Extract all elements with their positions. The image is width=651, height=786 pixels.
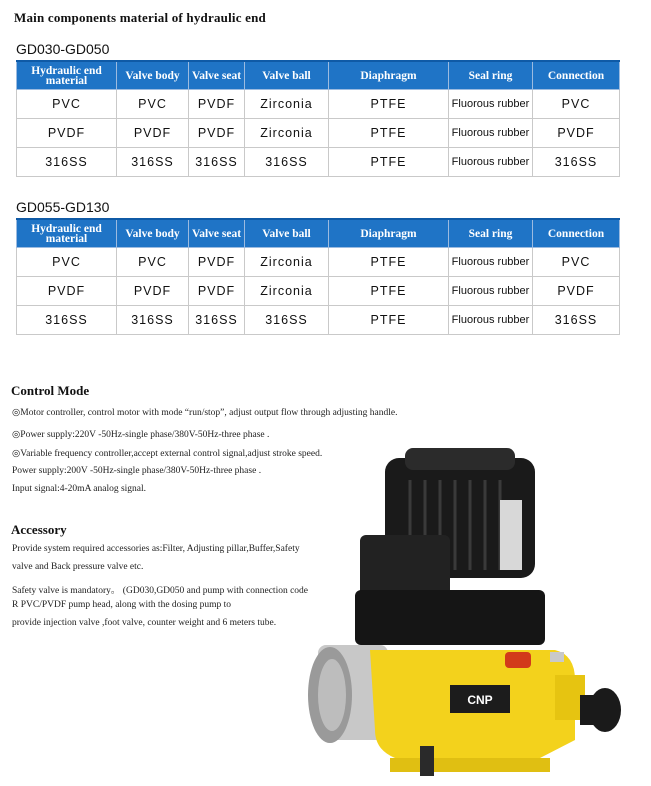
column-header: Diaphragm <box>329 219 449 248</box>
page-title: Main components material of hydraulic end <box>14 10 266 25</box>
table-cell: Fluorous rubber <box>449 248 533 277</box>
table-cell: 316SS <box>189 148 245 177</box>
accessory-line: provide injection valve ,foot valve, counter weight and 6 meters tube. <box>12 618 277 628</box>
column-header: Diaphragm <box>329 61 449 90</box>
table-cell: PVDF <box>17 277 117 306</box>
table-row <box>17 248 620 277</box>
table-cell: 316SS <box>117 306 189 335</box>
column-header: Valve ball <box>245 219 329 248</box>
table-cell: Fluorous rubber <box>449 306 533 335</box>
table-cell: PVDF <box>117 119 189 148</box>
table-cell: 316SS <box>17 148 117 177</box>
table-cell: PVDF <box>117 277 189 306</box>
table-cell: PVDF <box>189 277 245 306</box>
table-cell: PTFE <box>329 248 449 277</box>
column-header: Seal ring <box>449 219 533 248</box>
table-cell: PVC <box>117 248 189 277</box>
accessory-line: Safety valve is mandatory。 (GD030,GD050 and pump with connection code <box>12 586 309 596</box>
table-row <box>17 277 620 306</box>
table-cell: 316SS <box>245 306 329 335</box>
control-line: Input signal:4-20mA analog signal. <box>12 484 147 494</box>
table-cell: Zirconia <box>245 90 329 119</box>
column-header: Hydraulic end material <box>17 219 117 248</box>
table-cell: PTFE <box>329 119 449 148</box>
column-header: Valve body <box>117 61 189 90</box>
control-line: ◎Motor controller, control motor with mode “run/stop”, adjust output flow through adjusting handle. <box>12 408 398 418</box>
table-header-row <box>17 61 620 90</box>
table-cell: PTFE <box>329 90 449 119</box>
table-cell: 316SS <box>245 148 329 177</box>
table-cell: PVDF <box>533 119 620 148</box>
table-header-row <box>17 219 620 248</box>
table-cell: PVDF <box>189 119 245 148</box>
table-cell: Zirconia <box>245 248 329 277</box>
table-cell: 316SS <box>17 306 117 335</box>
table-cell: Fluorous rubber <box>449 277 533 306</box>
table2-model-title: GD055-GD130 <box>16 199 110 215</box>
table-cell: PTFE <box>329 277 449 306</box>
table-cell: PTFE <box>329 148 449 177</box>
table-cell: 316SS <box>117 148 189 177</box>
table-cell: 316SS <box>189 306 245 335</box>
materials-table-2 <box>16 218 620 335</box>
table-cell: PVDF <box>189 248 245 277</box>
control-line: ◎Variable frequency controller,accept external control signal,adjust stroke speed. <box>12 449 323 459</box>
table1-model-title: GD030-GD050 <box>16 41 110 57</box>
control-mode-title: Control Mode <box>11 383 90 398</box>
column-header: Connection <box>533 61 620 90</box>
control-line: ◎Power supply:220V -50Hz-single phase/380V-50Hz-three phase . <box>12 430 270 440</box>
table-cell: Fluorous rubber <box>449 148 533 177</box>
table-row <box>17 119 620 148</box>
table-cell: PVC <box>17 90 117 119</box>
accessory-line: valve and Back pressure valve etc. <box>12 562 144 572</box>
column-header: Valve body <box>117 219 189 248</box>
table-cell: PVC <box>533 90 620 119</box>
column-header: Valve seat <box>189 61 245 90</box>
dosing-pump-image <box>300 440 645 782</box>
accessory-title: Accessory <box>11 522 67 537</box>
table-row <box>17 306 620 335</box>
table-cell: Fluorous rubber <box>449 119 533 148</box>
column-header: Valve seat <box>189 219 245 248</box>
accessory-line: R PVC/PVDF pump head, along with the dosing pump to <box>12 600 232 610</box>
table-cell: Fluorous rubber <box>449 90 533 119</box>
table-cell: 316SS <box>533 306 620 335</box>
table-cell: PTFE <box>329 306 449 335</box>
table-cell: 316SS <box>533 148 620 177</box>
table-cell: PVC <box>17 248 117 277</box>
table-cell: PVC <box>533 248 620 277</box>
column-header: Connection <box>533 219 620 248</box>
column-header: Valve ball <box>245 61 329 90</box>
table-cell: PVDF <box>533 277 620 306</box>
column-header: Seal ring <box>449 61 533 90</box>
table-cell: Zirconia <box>245 119 329 148</box>
table-cell: Zirconia <box>245 277 329 306</box>
table-row <box>17 148 620 177</box>
table-row <box>17 90 620 119</box>
materials-table-1 <box>16 60 620 177</box>
table-cell: PVC <box>117 90 189 119</box>
table-cell: PVDF <box>189 90 245 119</box>
table-cell: PVDF <box>17 119 117 148</box>
pump-brand-logo: CNP <box>467 693 493 707</box>
column-header: Hydraulic end material <box>17 61 117 90</box>
control-line: Power supply:200V -50Hz-single phase/380V-50Hz-three phase . <box>12 466 262 476</box>
accessory-line: Provide system required accessories as:Filter, Adjusting pillar,Buffer,Safety <box>12 544 300 554</box>
